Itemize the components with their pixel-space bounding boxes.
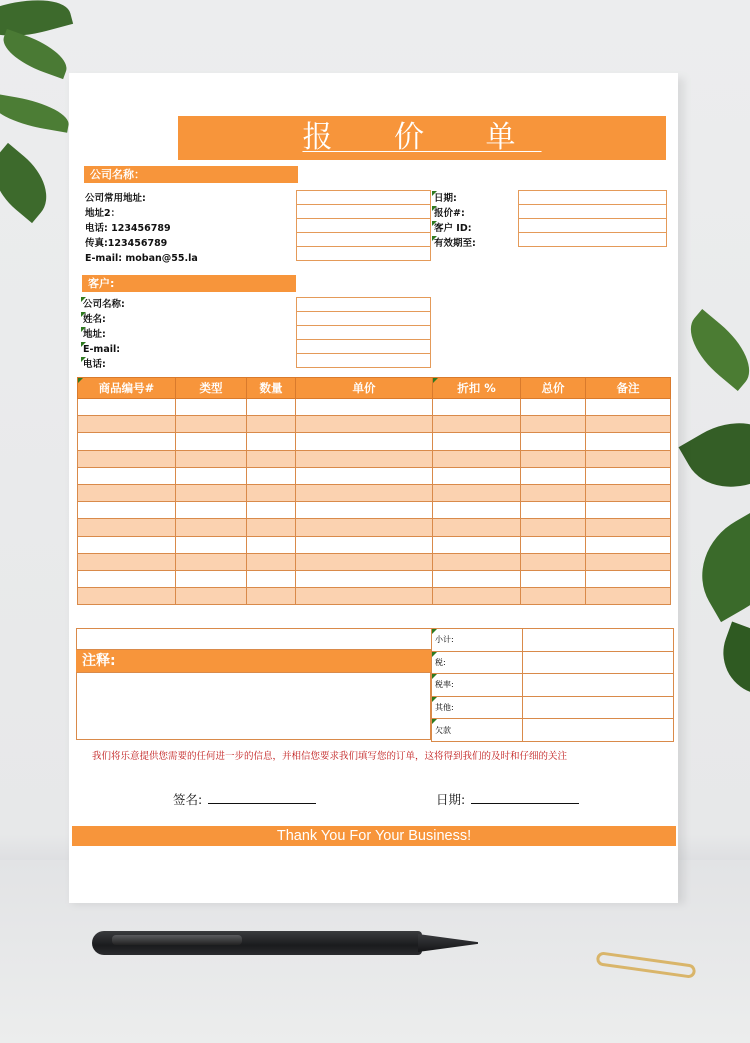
customer-id-field[interactable] (518, 218, 667, 232)
tax-rate-field[interactable] (523, 674, 674, 697)
signature-line[interactable] (208, 791, 316, 804)
date-label: 日期: (432, 191, 476, 206)
table-cell[interactable] (78, 433, 176, 450)
company-field[interactable] (296, 204, 431, 218)
column-header-qty: 数量 (247, 378, 296, 399)
notes-header: 注释: (76, 650, 431, 672)
table-row (78, 536, 671, 553)
table-cell[interactable] (521, 502, 586, 519)
signature-block (173, 790, 316, 808)
table-cell[interactable] (176, 588, 247, 605)
subtotal-field[interactable] (523, 629, 674, 652)
table-cell[interactable] (433, 570, 521, 587)
other-field[interactable] (523, 696, 674, 719)
table-cell[interactable] (586, 416, 671, 433)
table-cell[interactable] (176, 519, 247, 536)
table-cell[interactable] (247, 416, 296, 433)
table-cell[interactable] (586, 450, 671, 467)
table-row (78, 467, 671, 484)
table-cell[interactable] (586, 467, 671, 484)
customer-header: 客户: (82, 275, 296, 292)
table-cell[interactable] (78, 467, 176, 484)
table-cell[interactable] (433, 433, 521, 450)
table-cell[interactable] (433, 484, 521, 501)
table-cell[interactable] (521, 467, 586, 484)
table-row (78, 450, 671, 467)
company-field[interactable] (296, 218, 431, 232)
table-cell[interactable] (296, 399, 433, 416)
table-cell[interactable] (247, 536, 296, 553)
table-row (78, 570, 671, 587)
table-cell[interactable] (433, 399, 521, 416)
table-row (78, 519, 671, 536)
table-cell[interactable] (433, 588, 521, 605)
column-header-item-no: 商品编号# (78, 378, 176, 399)
document-title: 报 价 单 (178, 116, 666, 160)
table-cell[interactable] (521, 399, 586, 416)
table-cell[interactable] (433, 519, 521, 536)
customer-field[interactable] (296, 339, 431, 353)
pen-clip (112, 935, 242, 945)
company-address-label: 公司常用地址: (85, 193, 146, 204)
table-cell[interactable] (176, 536, 247, 553)
table-cell[interactable] (176, 399, 247, 416)
tax-label: 税: (432, 651, 523, 674)
company-name-header: 公司名称： (84, 166, 298, 183)
table-cell[interactable] (78, 502, 176, 519)
table-cell[interactable] (521, 450, 586, 467)
balance-due-field[interactable] (523, 719, 674, 742)
company-info-lines (85, 191, 198, 266)
summary-row (432, 696, 674, 719)
table-cell[interactable] (78, 519, 176, 536)
table-cell[interactable] (78, 450, 176, 467)
company-address2-label: 地址2： (85, 208, 121, 219)
table-cell[interactable] (176, 570, 247, 587)
table-cell[interactable] (521, 433, 586, 450)
table-cell[interactable] (247, 484, 296, 501)
sign-date-label: 日期: (436, 792, 466, 807)
table-row (78, 588, 671, 605)
table-cell[interactable] (176, 433, 247, 450)
table-cell[interactable] (296, 433, 433, 450)
table-cell[interactable] (176, 502, 247, 519)
table-cell[interactable] (296, 588, 433, 605)
customer-field[interactable] (296, 325, 431, 339)
table-cell[interactable] (78, 484, 176, 501)
table-cell[interactable] (433, 467, 521, 484)
signature-label: 签名: (173, 792, 203, 807)
table-cell[interactable] (78, 553, 176, 570)
table-cell[interactable] (296, 450, 433, 467)
table-cell[interactable] (586, 502, 671, 519)
customer-field[interactable] (296, 297, 431, 311)
quote-number-field[interactable] (518, 204, 667, 218)
table-cell[interactable] (521, 553, 586, 570)
table-cell[interactable] (586, 570, 671, 587)
customer-field[interactable] (296, 311, 431, 325)
company-field[interactable] (296, 190, 431, 204)
table-cell[interactable] (296, 536, 433, 553)
sign-date-line[interactable] (471, 791, 579, 804)
date-field[interactable] (518, 190, 667, 204)
customer-email-label: E-mail: (81, 342, 125, 357)
table-cell[interactable] (78, 536, 176, 553)
table-cell[interactable] (296, 502, 433, 519)
table-cell[interactable] (78, 399, 176, 416)
valid-until-field[interactable] (518, 232, 667, 247)
table-cell[interactable] (433, 450, 521, 467)
summary-row (432, 629, 674, 652)
table-cell[interactable] (586, 484, 671, 501)
table-cell[interactable] (296, 484, 433, 501)
table-cell[interactable] (247, 399, 296, 416)
quote-info-labels (432, 191, 476, 251)
column-header-unit-price: 单价 (296, 378, 433, 399)
table-cell[interactable] (247, 502, 296, 519)
table-row (78, 502, 671, 519)
table-cell[interactable] (176, 450, 247, 467)
customer-address-label: 地址: (81, 327, 125, 342)
sign-date-block (436, 790, 579, 808)
company-email-label: E-mail: moban@55.la (85, 253, 198, 264)
table-cell[interactable] (78, 416, 176, 433)
table-cell[interactable] (78, 570, 176, 587)
table-cell[interactable] (521, 519, 586, 536)
company-field[interactable] (296, 246, 431, 261)
table-cell[interactable] (521, 416, 586, 433)
other-label: 其他: (432, 696, 523, 719)
table-cell[interactable] (247, 588, 296, 605)
table-cell[interactable] (586, 553, 671, 570)
table-cell[interactable] (176, 467, 247, 484)
table-cell[interactable] (176, 416, 247, 433)
notes-spacer-row (76, 628, 431, 650)
company-phone-label: 电话: 123456789 (85, 223, 171, 234)
table-cell[interactable] (247, 553, 296, 570)
customer-field[interactable] (296, 353, 431, 368)
subtotal-label: 小计: (432, 629, 523, 652)
table-cell[interactable] (176, 553, 247, 570)
table-cell[interactable] (296, 519, 433, 536)
tax-rate-label: 税率: (432, 674, 523, 697)
thank-you-banner: Thank You For Your Business! (72, 826, 676, 846)
table-cell[interactable] (247, 519, 296, 536)
summary-table (431, 628, 674, 742)
balance-due-label: 欠款 (432, 719, 523, 742)
column-header-notes: 备注 (586, 378, 671, 399)
company-info-fields[interactable] (296, 190, 431, 261)
quote-info-fields[interactable] (518, 190, 667, 247)
quote-number-label: 报价#: (432, 206, 476, 221)
summary-row (432, 651, 674, 674)
items-header-row (78, 378, 671, 399)
table-row (78, 399, 671, 416)
table-cell[interactable] (296, 570, 433, 587)
table-row (78, 433, 671, 450)
customer-phone-label: 电话: (81, 357, 125, 372)
table-cell[interactable] (521, 484, 586, 501)
table-cell[interactable] (296, 553, 433, 570)
customer-info-fields[interactable] (296, 297, 431, 368)
table-cell[interactable] (586, 519, 671, 536)
tax-field[interactable] (523, 651, 674, 674)
valid-until-label: 有效期至: (434, 238, 476, 249)
table-cell[interactable] (433, 416, 521, 433)
items-table (77, 377, 671, 605)
table-cell[interactable] (296, 467, 433, 484)
notes-field[interactable] (76, 672, 431, 740)
column-header-total: 总价 (521, 378, 586, 399)
table-cell[interactable] (247, 570, 296, 587)
company-fax-label: 传真:123456789 (85, 238, 168, 249)
table-cell[interactable] (521, 570, 586, 587)
table-cell[interactable] (78, 588, 176, 605)
table-cell[interactable] (296, 416, 433, 433)
customer-id-label: 客户 ID: (432, 221, 476, 236)
table-cell[interactable] (247, 450, 296, 467)
table-cell[interactable] (586, 399, 671, 416)
table-cell[interactable] (433, 536, 521, 553)
table-cell[interactable] (521, 588, 586, 605)
company-field[interactable] (296, 232, 431, 246)
customer-company-label: 公司名称: (83, 299, 125, 310)
summary-row (432, 719, 674, 742)
table-cell[interactable] (433, 553, 521, 570)
table-cell[interactable] (521, 536, 586, 553)
table-cell[interactable] (586, 433, 671, 450)
table-row (78, 484, 671, 501)
summary-row (432, 674, 674, 697)
table-row (78, 553, 671, 570)
column-header-discount: 折扣 % (433, 378, 521, 399)
table-cell[interactable] (247, 433, 296, 450)
customer-info-lines (81, 297, 125, 372)
table-cell[interactable] (176, 484, 247, 501)
customer-name-label: 姓名: (81, 312, 125, 327)
table-cell[interactable] (586, 536, 671, 553)
footnote-text: 我们将乐意提供您需要的任何进一步的信息，并相信您要求我们填写您的订单，这将得到我们的及时和仔细的关注 (92, 751, 568, 762)
table-row (78, 416, 671, 433)
column-header-type: 类型 (176, 378, 247, 399)
table-cell[interactable] (247, 467, 296, 484)
table-cell[interactable] (586, 588, 671, 605)
table-cell[interactable] (433, 502, 521, 519)
